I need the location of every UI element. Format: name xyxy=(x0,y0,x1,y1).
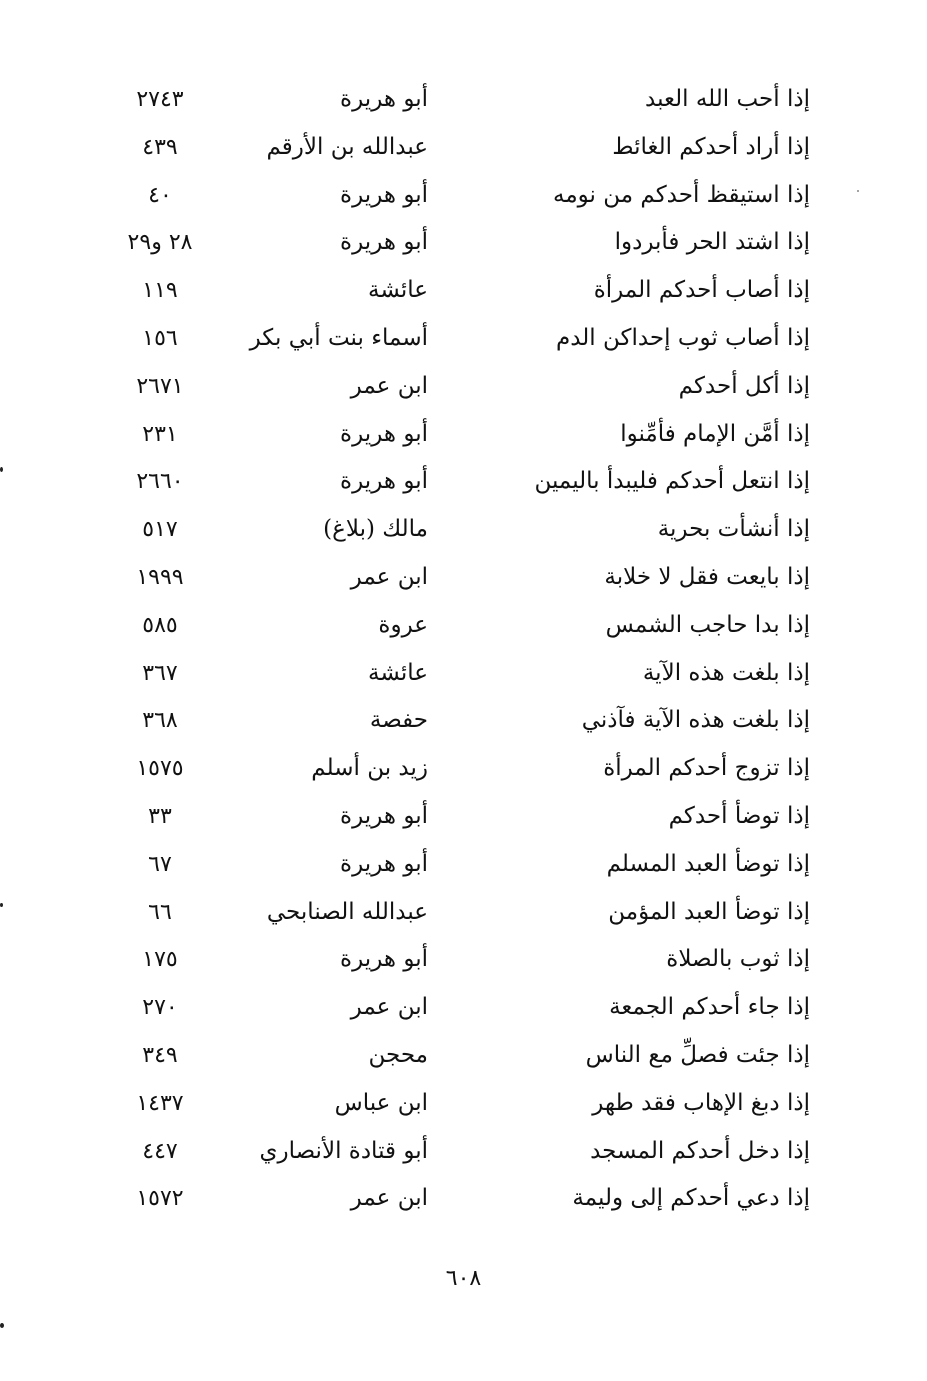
hadith-number: ٤٤٧ xyxy=(142,1138,178,1164)
narrator-name: ابن عمر xyxy=(350,1185,428,1212)
hadith-phrase: إذا دبغ الإهاب فقد طهر xyxy=(592,1089,810,1116)
narrator-name: أبو هريرة xyxy=(340,468,428,495)
hadith-number: ٢٧٠ xyxy=(142,995,178,1021)
hadith-phrase: إذا جئت فصلِّ مع الناس xyxy=(585,1041,810,1068)
narrator-name: أبو هريرة xyxy=(340,229,428,256)
hadith-number: ٢٧٤٣ xyxy=(136,87,184,112)
index-row xyxy=(110,554,810,602)
hadith-number: ٢٦٧١ xyxy=(136,373,184,399)
hadith-phrase: إذا توضأ العبد المسلم xyxy=(606,850,810,877)
hadith-number: ١٧٥ xyxy=(142,947,178,973)
margin-speck-left-1 xyxy=(0,467,3,472)
hadith-number: ٦٦ xyxy=(148,899,172,925)
hadith-number: ٢٣١ xyxy=(142,421,178,447)
index-row xyxy=(110,76,810,124)
index-row xyxy=(110,984,810,1032)
narrator-name: عائشة xyxy=(368,659,428,686)
index-row xyxy=(110,936,810,984)
hadith-phrase: إذا أراد أحدكم الغائط xyxy=(612,133,810,160)
hadith-number: ٥١٧ xyxy=(142,517,178,543)
hadith-number: ١٥٧٥ xyxy=(136,756,184,782)
hadith-number: ١٥٦ xyxy=(142,325,178,351)
hadith-phrase: إذا بدا حاجب الشمس xyxy=(605,611,810,638)
hadith-number: ٣٦٨ xyxy=(142,708,178,734)
index-row xyxy=(110,267,810,315)
hadith-index-list xyxy=(110,76,810,1223)
hadith-phrase: إذا أحب الله العبد xyxy=(645,86,810,112)
hadith-number: ١١٩ xyxy=(142,278,178,304)
index-row xyxy=(110,1175,810,1223)
hadith-phrase: إذا توضأ العبد المؤمن xyxy=(608,898,810,925)
index-row xyxy=(110,506,810,554)
narrator-name: أبو هريرة xyxy=(340,850,428,877)
narrator-name: عروة xyxy=(378,611,428,638)
margin-speck-left-3 xyxy=(0,1323,4,1328)
hadith-number: ٥٨٥ xyxy=(142,612,178,638)
narrator-name: عبدالله بن الأرقم xyxy=(266,133,428,160)
hadith-phrase: إذا اشتد الحر فأبردوا xyxy=(614,229,810,256)
hadith-number: ٣٣ xyxy=(148,803,172,829)
narrator-name: ابن عمر xyxy=(350,994,428,1021)
hadith-number: ١٥٧٢ xyxy=(136,1186,184,1212)
hadith-phrase: إذا أصاب ثوب إحداكن الدم xyxy=(555,324,810,351)
index-row xyxy=(110,458,810,506)
hadith-phrase: إذا أصاب أحدكم المرأة xyxy=(593,277,810,304)
hadith-number: ٣٦٧ xyxy=(142,660,178,686)
index-row xyxy=(110,793,810,841)
narrator-name: أبو هريرة xyxy=(340,420,428,447)
narrator-name: عائشة xyxy=(368,277,428,304)
hadith-number: ٤٣٩ xyxy=(142,134,178,160)
hadith-phrase: إذا بلغت هذه الآية فآذني xyxy=(581,707,810,734)
margin-speck-left-2 xyxy=(0,903,3,907)
hadith-number: ١٤٣٧ xyxy=(136,1090,184,1116)
index-row xyxy=(110,1032,810,1080)
narrator-name: مالك (بلاغ) xyxy=(323,516,428,543)
index-row xyxy=(110,363,810,411)
hadith-number: ٣٤٩ xyxy=(142,1042,178,1068)
hadith-number: ٢٦٦٠ xyxy=(136,469,184,495)
narrator-name: ابن عمر xyxy=(350,372,428,399)
index-row xyxy=(110,745,810,793)
index-row xyxy=(110,650,810,698)
hadith-number: ٦٧ xyxy=(148,851,172,877)
narrator-name: أبو هريرة xyxy=(340,802,428,829)
narrator-name: زيد بن أسلم xyxy=(311,755,428,782)
hadith-phrase: إذا دخل أحدكم المسجد xyxy=(590,1137,810,1164)
narrator-name: عبدالله الصنابحي xyxy=(266,898,428,925)
hadith-phrase: إذا توضأ أحدكم xyxy=(668,802,810,829)
narrator-name: أسماء بنت أبي بكر xyxy=(249,324,428,351)
hadith-phrase: إذا دعي أحدكم إلى وليمة xyxy=(572,1185,810,1212)
index-row xyxy=(110,172,810,220)
narrator-name: أبو قتادة الأنصاري xyxy=(259,1137,428,1164)
narrator-name: أبو هريرة xyxy=(340,946,428,973)
hadith-number: ١٩٩٩ xyxy=(136,564,184,590)
index-row xyxy=(110,602,810,650)
index-row xyxy=(110,315,810,363)
index-row xyxy=(110,219,810,267)
index-row xyxy=(110,411,810,459)
hadith-phrase: إذا بايعت فقل لا خلابة xyxy=(604,563,810,590)
hadith-phrase: إذا ثوب بالصلاة xyxy=(666,946,810,973)
hadith-number: ٤٠ xyxy=(148,182,172,208)
index-row xyxy=(110,1080,810,1128)
hadith-phrase: إذا بلغت هذه الآية xyxy=(642,659,810,686)
narrator-name: ابن عمر xyxy=(350,563,428,590)
index-row xyxy=(110,889,810,937)
hadith-phrase: إذا أنشأت بحرية xyxy=(657,516,810,543)
narrator-name: محجن xyxy=(368,1041,428,1068)
hadith-phrase: إذا استيقظ أحدكم من نومه xyxy=(553,181,810,208)
hadith-phrase: إذا أمَّن الإمام فأمِّنوا xyxy=(620,420,810,447)
hadith-phrase: إذا انتعل أحدكم فليبدأ باليمين xyxy=(534,468,810,495)
index-row xyxy=(110,124,810,172)
index-row xyxy=(110,1128,810,1176)
narrator-name: أبو هريرة xyxy=(340,181,428,208)
hadith-phrase: إذا جاء أحدكم الجمعة xyxy=(609,994,810,1021)
hadith-number: ٢٨ و٢٩ xyxy=(127,230,193,256)
margin-speck-right xyxy=(857,190,859,192)
hadith-phrase: إذا أكل أحدكم xyxy=(678,372,810,399)
index-row xyxy=(110,697,810,745)
narrator-name: ابن عباس xyxy=(334,1089,428,1116)
page-number: ٦٠٨ xyxy=(445,1266,482,1291)
hadith-phrase: إذا تزوج أحدكم المرأة xyxy=(603,755,810,782)
index-row xyxy=(110,841,810,889)
narrator-name: حفصة xyxy=(369,707,428,734)
narrator-name: أبو هريرة xyxy=(340,86,428,112)
